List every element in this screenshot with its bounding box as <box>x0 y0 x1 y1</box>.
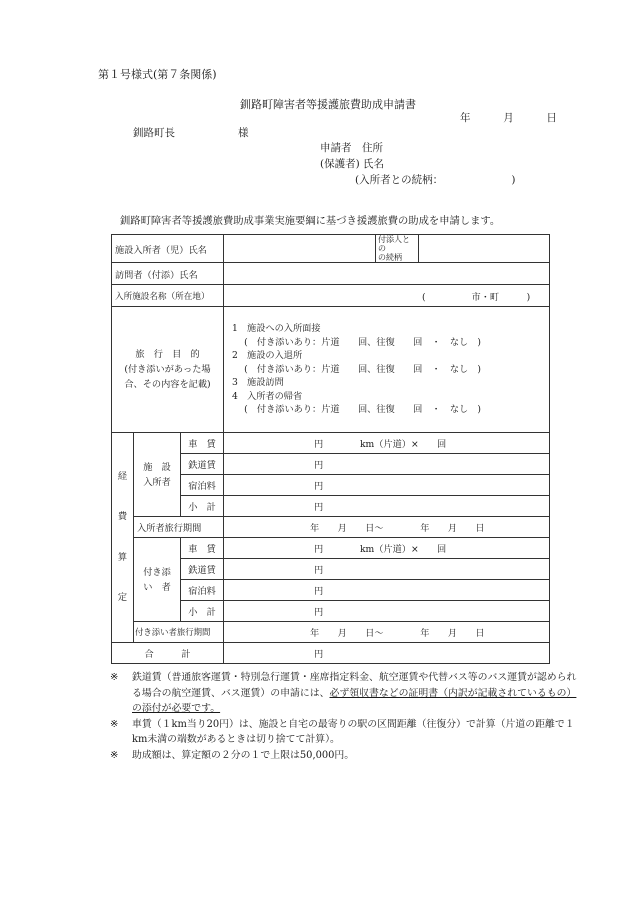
resident-period-field[interactable]: 年 月 日～ 年 月 日 <box>224 517 550 538</box>
note-mark: ※ <box>110 672 119 683</box>
attendant-group-label: 付き添 い 者 <box>134 538 181 622</box>
resident-period-label: 入所者旅行期間 <box>134 517 224 538</box>
applicant-name: (保護者) 氏名 <box>320 158 385 170</box>
resident-rail-label: 鉄道賃 <box>181 454 224 475</box>
purpose-line: ( 付き添いあり：片道 回、往復 回 ・ なし ) <box>232 363 481 375</box>
facility-field[interactable]: ( 市・町 ) <box>224 285 550 307</box>
honorific: 様 <box>238 127 249 139</box>
attendant-rail-label: 鉄道賃 <box>181 559 224 580</box>
note-text: 鉄道賃（普通旅客運賃・特別急行運賃・座席指定料金、航空運賃や代替バス等のバス運賃が認められる場合の航空運賃、バス運賃）の申請には、必ず領収書などの証明書（内訳が記載されているもの）の添付が必要です。 <box>132 672 577 714</box>
attendant-lodging-field[interactable]: 円 <box>224 580 550 601</box>
note-underlined-text: 必ず領収書などの証明書（内訳が記載されているもの）の添付が必要です。 <box>132 687 577 714</box>
note-mark: ※ <box>110 749 119 761</box>
attendant-relation-field[interactable] <box>419 235 550 263</box>
date-year: 年 <box>460 112 471 124</box>
application-statement: 釧路町障害者等援護旅費助成事業実施要綱に基づき援護旅費の助成を申請します。 <box>120 215 501 227</box>
note-item <box>110 717 580 748</box>
facility-row <box>112 285 550 307</box>
resident-subtotal-label: 小 計 <box>181 496 224 517</box>
visitor-field[interactable] <box>224 263 550 285</box>
visitor-label: 訪問者（付添）氏名 <box>112 263 224 285</box>
attendant-relation-label: 付添人との の続柄 <box>376 235 419 263</box>
purpose-options[interactable] <box>224 307 550 433</box>
total-label: 合 計 <box>112 643 224 664</box>
expense-calc-label: 経 費 算 定 <box>112 433 134 643</box>
attendant-period-row <box>112 622 550 643</box>
purpose-line: 3 施設訪問 <box>232 377 284 389</box>
attendant-rail-field[interactable]: 円 <box>224 559 550 580</box>
purpose-label: 旅 行 目 的 (付き添いがあった場 合、その内容を記載) <box>112 307 224 433</box>
resident-lodging-label: 宿泊料 <box>181 475 224 496</box>
note-item <box>110 670 580 717</box>
attendant-period-label: 付き添い者旅行期間 <box>134 622 224 643</box>
purpose-row <box>112 307 550 433</box>
notes <box>110 670 580 763</box>
resident-group-label: 施 設 入所者 <box>134 433 181 517</box>
attendant-lodging-label: 宿泊料 <box>181 580 224 601</box>
purpose-line: ( 付き添いあり：片道 回、往復 回 ・ なし ) <box>232 404 481 416</box>
visitor-row <box>112 263 550 285</box>
attendant-fare-row <box>112 538 550 559</box>
note-item <box>110 748 580 764</box>
application-form-table <box>111 234 550 664</box>
resident-fare-row <box>112 433 550 454</box>
resident-fare-field[interactable]: 円 km（片道）× 回 <box>224 433 550 454</box>
attendant-subtotal-field[interactable]: 円 <box>224 601 550 622</box>
note-text: 車賃（１km当り20円）は、施設と自宅の最寄りの駅の区間距離（往復分）で計算（片道の距離で１km未満の端数があるときは切り捨てて計算）。 <box>132 718 575 745</box>
attendant-fare-label: 車 賃 <box>181 538 224 559</box>
resident-fare-label: 車 賃 <box>181 433 224 454</box>
attendant-period-field[interactable]: 年 月 日～ 年 月 日 <box>224 622 550 643</box>
date-line <box>460 110 557 125</box>
attendant-subtotal-label: 小 計 <box>181 601 224 622</box>
purpose-line: 2 施設の入退所 <box>232 350 303 362</box>
resident-rail-field[interactable]: 円 <box>224 454 550 475</box>
resident-name-label: 施設入所者（児）氏名 <box>112 235 224 263</box>
resident-subtotal-field[interactable]: 円 <box>224 496 550 517</box>
form-number: 第１号様式(第７条関係) <box>98 68 217 81</box>
total-row <box>112 643 550 664</box>
resident-lodging-field[interactable]: 円 <box>224 475 550 496</box>
date-month: 月 <box>503 112 514 124</box>
purpose-line: 1 施設への入所面接 <box>232 323 321 335</box>
resident-name-row <box>112 235 550 263</box>
applicant-relation: (入所者との続柄： ) <box>355 174 516 186</box>
resident-name-field[interactable] <box>224 235 376 263</box>
note-text: 助成額は、算定額の２分の１で上限は50,000円。 <box>132 749 355 761</box>
document-title: 釧路町障害者等援護旅費助成申請書 <box>240 98 416 111</box>
attendant-fare-field[interactable]: 円 km（片道）× 回 <box>224 538 550 559</box>
date-day: 日 <box>546 112 557 124</box>
addressee: 釧路町長 <box>133 127 175 139</box>
note-mark: ※ <box>110 718 119 730</box>
applicant-address: 申請者 住所 <box>320 142 383 154</box>
facility-label: 入所施設名称（所在地） <box>112 285 224 307</box>
total-field[interactable]: 円 <box>224 643 550 664</box>
resident-period-row <box>112 517 550 538</box>
purpose-line: 4 入所者の帰省 <box>232 390 303 402</box>
purpose-line: ( 付き添いあり：片道 回、往復 回 ・ なし ) <box>232 336 481 348</box>
